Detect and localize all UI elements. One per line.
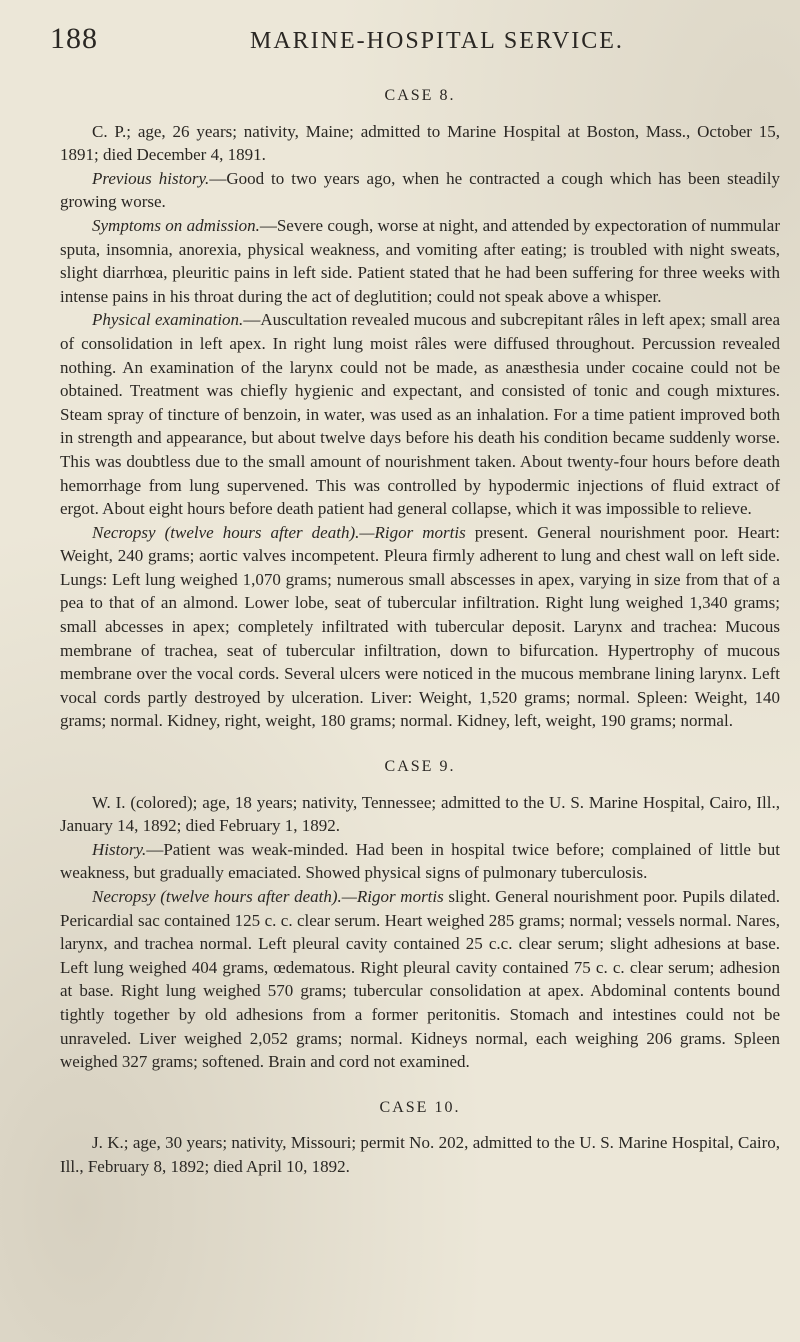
case-8-necropsy-paren: (twelve hours after death).: [155, 522, 360, 542]
case-8-symptoms: [60, 214, 780, 308]
case-9-necropsy: [60, 885, 780, 1074]
case-9-necropsy-label: Necropsy: [92, 887, 156, 906]
running-head: MARINE-HOSPITAL SERVICE.: [250, 28, 624, 54]
case-8-exam-text: —Auscultation revealed mucous and subcrepitant râles in left apex; small area of consolidation in left apex. In right lung moist râles were diffused throughout. Percussion revealed nothing. An examination of the larynx could not be made, as anæsthesia under cocaine could not be obtained. Treatment was chiefly hygienic and expectant, and consisted of tonic and cough mixtures. Steam spray of tincture of benzoin, in water, was used as an inhalation. For a time patient improved both in strength and appearance, but about twelve days before his death his condition became suddenly worse. This was doubtless due to the small amount of nourishment taken. About twenty-four hours before death hemorrhage from lung supervened. This was controlled by hypodermic injections of fluid extract of ergot. About eight hours before death patient had general collapse, which it was impossible to relieve.: [60, 310, 780, 519]
page-content: [60, 84, 780, 1179]
case-9-intro: W. I. (colored); age, 18 years; nativity, Tennessee; admitted to the U. S. Marine Hospital, Cairo, Ill., January 14, 1892; died February 1, 1892.: [60, 792, 780, 836]
case-8-exam-label: Physical examination.: [92, 310, 244, 330]
case-8-symptoms-label: Symptoms on admission.: [92, 215, 260, 235]
case-9-history: [60, 838, 780, 885]
page-header: [50, 22, 760, 58]
case-9-necropsy-paren: (twelve hours after death).: [155, 887, 342, 906]
case-8-history: [60, 167, 780, 214]
case-10-intro: J. K.; age, 30 years; nativity, Missouri; permit No. 202, admitted to the U. S. Marine Hospital, Cairo, Ill., February 8, 1892; died April 10, 1892.: [60, 1133, 780, 1176]
case-8-symptoms-text: —Severe cough, worse at night, and attended by expectoration of nummular sputa, insomnia, anorexia, physical weakness, and vomiting after eating; is troubled with night sweats, slight diarrhœa, pleuritic pains in left side. Patient stated that he had been suffering for three weeks with intense pains in his throat during the act of deglutition; could not speak above a whisper.: [60, 215, 780, 306]
case-8-necropsy-text: present. General nourishment poor. Heart: Weight, 240 grams; aortic valves incompetent. Pleura firmly adherent to lung and chest wall on left side. Lungs: Left lung weighed 1,070 grams; numerous small abscesses in apex, varying in size from that of a pea to that of an almond. Lower lobe, seat of tubercular infiltration. Right lung weighed 1,340 grams; small abcesses in apex; completely infiltrated with tubercular deposit. Larynx and trachea: Mucous membrane of trachea, seat of tubercular infiltration, down to bifurcation. Hypertrophy of mucous membrane over the vocal cords. Several ulcers were noticed in the mucous membrane lining larynx. Left vocal cords partly destroyed by ulceration. Liver: Weight, 1,520 grams; normal. Spleen: Weight, 140 grams; normal. Kidney, right, weight, 180 grams; normal. Kidney, left, weight, 190 grams; normal.: [60, 522, 780, 731]
case-10-heading: CASE 10.: [379, 1098, 461, 1116]
case-8-necropsy-rigor: —Rigor mortis: [359, 522, 466, 542]
case-8-heading: CASE 8.: [384, 87, 456, 104]
case-8-exam: [60, 308, 780, 520]
case-8-necropsy-label: Necropsy: [92, 522, 156, 542]
case-9-history-text: —Patient was weak-minded. Had been in hospital twice before; complained of little but weakness, but gradually emaciated. Showed physical signs of pulmonary tuberculosis.: [60, 839, 780, 883]
case-8-intro: C. P.; age, 26 years; nativity, Maine; admitted to Marine Hospital at Boston, Mass., October 15, 1891; died December 4, 1891.: [60, 121, 780, 165]
case-8-necropsy: [60, 521, 780, 733]
case-8-history-text: —Good to two years ago, when he contracted a cough which has been steadily growing worse.: [60, 168, 780, 212]
page-number: 188: [50, 22, 98, 55]
case-9-necropsy-text: slight. General nourishment poor. Pupils dilated. Pericardial sac contained 125 c. c. clear serum. Heart weighed 285 grams; normal; vessels normal. Nares, larynx, and trachea normal. Left pleural cavity contained 25 c.c. clear serum; slight adhesions at base. Left lung weighed 404 grams, œdematous. Right pleural cavity contained 75 c. c. clear serum; adhesion at base. Right lung weighed 570 grams; tubercular consolidation at apex. Abdominal contents bound tightly together by old adhesions from a former peritonitis. Stomach and intestines could not be unraveled. Liver weighed 2,052 grams; normal. Kidneys normal, each weighing 206 grams. Spleen weighed 327 grams; softened. Brain and cord not examined.: [60, 887, 780, 1072]
case-9-necropsy-rigor: —Rigor mortis: [341, 887, 444, 906]
case-9-history-label: History.: [92, 839, 147, 859]
case-9-heading: CASE 9.: [384, 758, 456, 776]
case-8-history-label: Previous history.: [92, 168, 210, 188]
